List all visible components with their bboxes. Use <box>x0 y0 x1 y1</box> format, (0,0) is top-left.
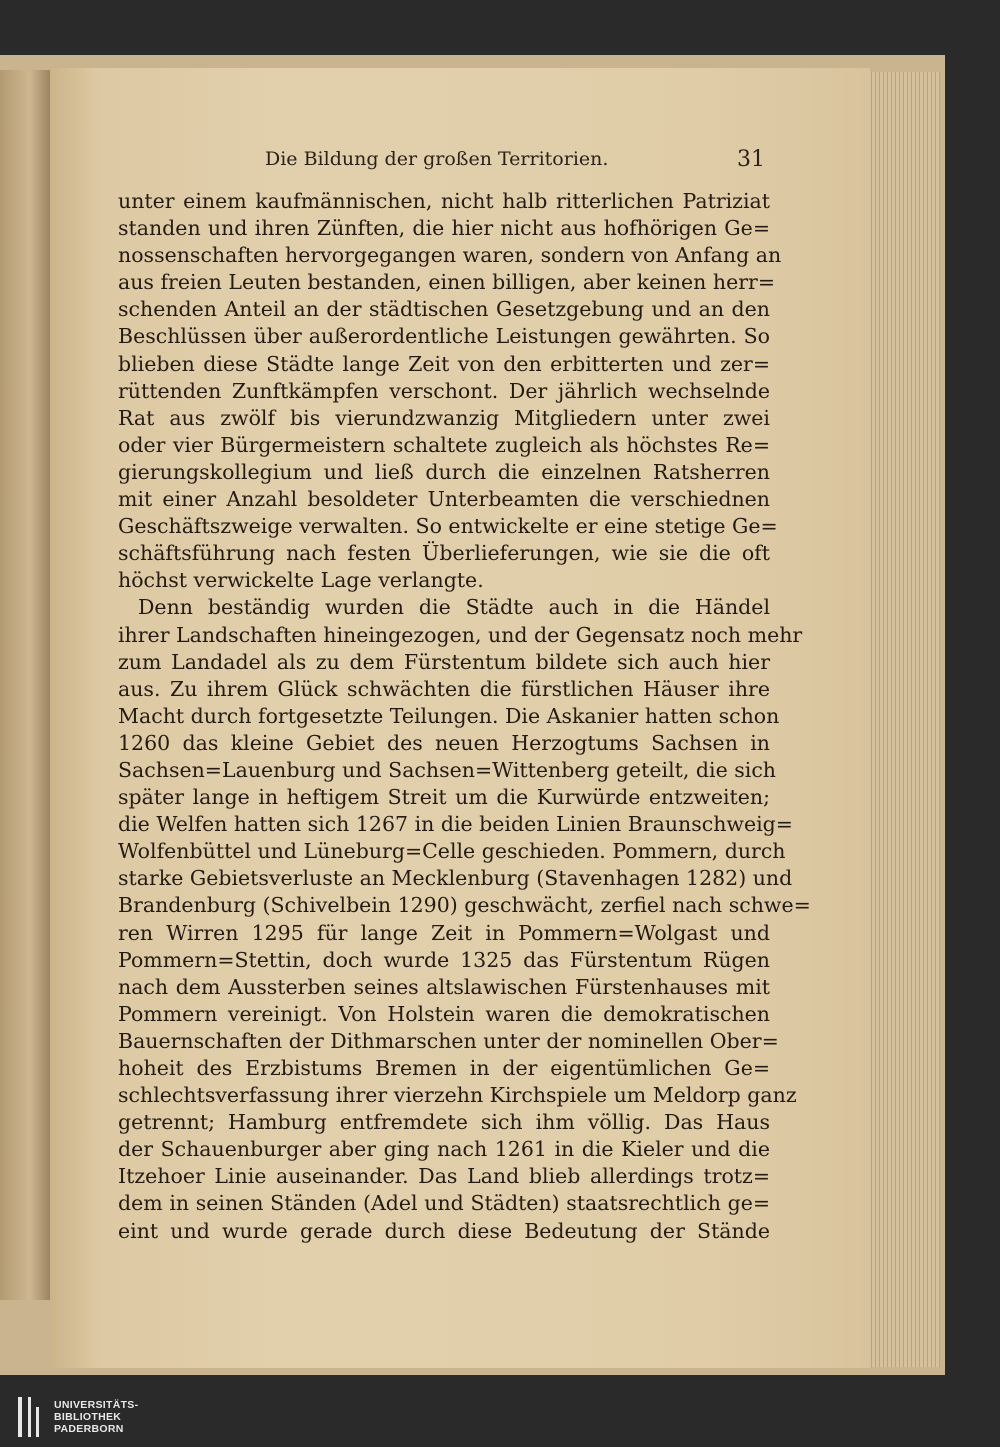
running-head <box>265 144 765 174</box>
text-line: schenden Anteil an der städtischen Gesetzgebung und an den <box>118 297 770 322</box>
text-line: 1260 das kleine Gebiet des neuen Herzogtums Sachsen in <box>118 730 770 755</box>
text-line: Beschlüssen über außerordentliche Leistungen gewährten. So <box>118 324 770 349</box>
text-line: Brandenburg (Schivelbein 1290) geschwächt, zerfiel nach schwe= <box>118 893 811 918</box>
text-line: Sachsen=Lauenburg und Sachsen=Wittenberg geteilt, die sich <box>118 757 777 782</box>
text-line: ren Wirren 1295 für lange Zeit in Pommern=Wolgast und <box>118 920 770 945</box>
text-line: höchst verwickelte Lage verlangte. <box>118 568 484 593</box>
text-line: unter einem kaufmännischen, nicht halb ritterlichen Patriziat <box>118 189 770 213</box>
body-text <box>118 188 811 1245</box>
library-logo-text <box>54 1399 138 1435</box>
page-stack-edge <box>868 72 940 1367</box>
text-line: starke Gebietsverluste an Mecklenburg (Stavenhagen 1282) und <box>118 866 793 891</box>
text-line: mit einer Anzahl besoldeter Unterbeamten die verschiednen <box>118 487 770 512</box>
text-line: getrennt; Hamburg entfremdete sich ihm völlig. Das Haus <box>118 1110 770 1135</box>
running-title: Die Bildung der großen Territorien. <box>265 148 609 170</box>
logo-line: PADERBORN <box>54 1423 124 1435</box>
text-line: nach dem Aussterben seines altslawischen Fürstenhauses mit <box>118 974 770 999</box>
text-line: der Schauenburger aber ging nach 1261 in die Kieler und die <box>118 1137 770 1162</box>
text-line: standen und ihren Zünften, die hier nicht aus hofhörigen Ge= <box>118 216 770 241</box>
text-line: hoheit des Erzbistums Bremen in der eigentümlichen Ge= <box>118 1056 770 1080</box>
text-line: Bauernschaften der Dithmarschen unter der nominellen Ober= <box>118 1028 779 1053</box>
text-line: später lange in heftigem Streit um die Kurwürde entzweiten; <box>118 785 770 810</box>
library-logo <box>18 1393 138 1441</box>
text-line: blieben diese Städte lange Zeit von den erbitterten und zer= <box>118 351 770 376</box>
text-line: oder vier Bürgermeistern schaltete zugleich als höchstes Re= <box>118 432 770 457</box>
text-line: Macht durch fortgesetzte Teilungen. Die Askanier hatten schon <box>118 703 780 728</box>
text-line: Rat aus zwölf bis vierundzwanzig Mitgliedern unter zwei <box>118 405 770 430</box>
text-line: aus freien Leuten bestanden, einen billigen, aber keinen herr= <box>118 270 776 295</box>
text-line: schäftsführung nach festen Überlieferungen, wie sie die oft <box>118 541 770 566</box>
text-line: die Welfen hatten sich 1267 in die beiden Linien Braunschweig= <box>118 812 793 837</box>
text-line: Geschäftszweige verwalten. So entwickelte er eine stetige Ge= <box>118 514 778 539</box>
text-line: zum Landadel als zu dem Fürstentum bildete sich auch hier <box>118 649 770 674</box>
text-line: schlechtsverfassung ihrer vierzehn Kirchspiele um Meldorp ganz <box>118 1083 797 1108</box>
logo-line: UNIVERSITÄTS- <box>54 1399 139 1411</box>
text-line: eint und wurde gerade durch diese Bedeutung der Stände <box>118 1218 770 1243</box>
text-line: Denn beständig wurden die Städte auch in die Händel <box>138 595 770 620</box>
left-page-edge <box>0 70 50 1300</box>
page-number: 31 <box>737 146 765 172</box>
text-line: Wolfenbüttel und Lüneburg=Celle geschieden. Pommern, durch <box>118 839 786 864</box>
text-line: aus. Zu ihrem Glück schwächten die fürstlichen Häuser ihre <box>118 676 770 701</box>
text-line: Pommern=Stettin, doch wurde 1325 das Fürstentum Rügen <box>118 947 770 972</box>
text-line: Pommern vereinigt. Von Holstein waren die demokratischen <box>118 1001 770 1026</box>
text-line: Itzehoer Linie auseinander. Das Land blieb allerdings trotz= <box>118 1164 770 1189</box>
text-line: ihrer Landschaften hineingezogen, und der Gegensatz noch mehr <box>118 622 803 647</box>
text-line: nossenschaften hervorgegangen waren, sondern von Anfang an <box>118 243 782 268</box>
text-line: dem in seinen Ständen (Adel und Städten) staatsrechtlich ge= <box>118 1191 770 1216</box>
logo-line: BIBLIOTHEK <box>54 1411 122 1423</box>
text-line: rüttenden Zunftkämpfen verschont. Der jährlich wechselnde <box>118 378 770 403</box>
library-logo-icon <box>18 1393 46 1441</box>
text-line: gierungskollegium und ließ durch die einzelnen Ratsherren <box>118 459 770 484</box>
